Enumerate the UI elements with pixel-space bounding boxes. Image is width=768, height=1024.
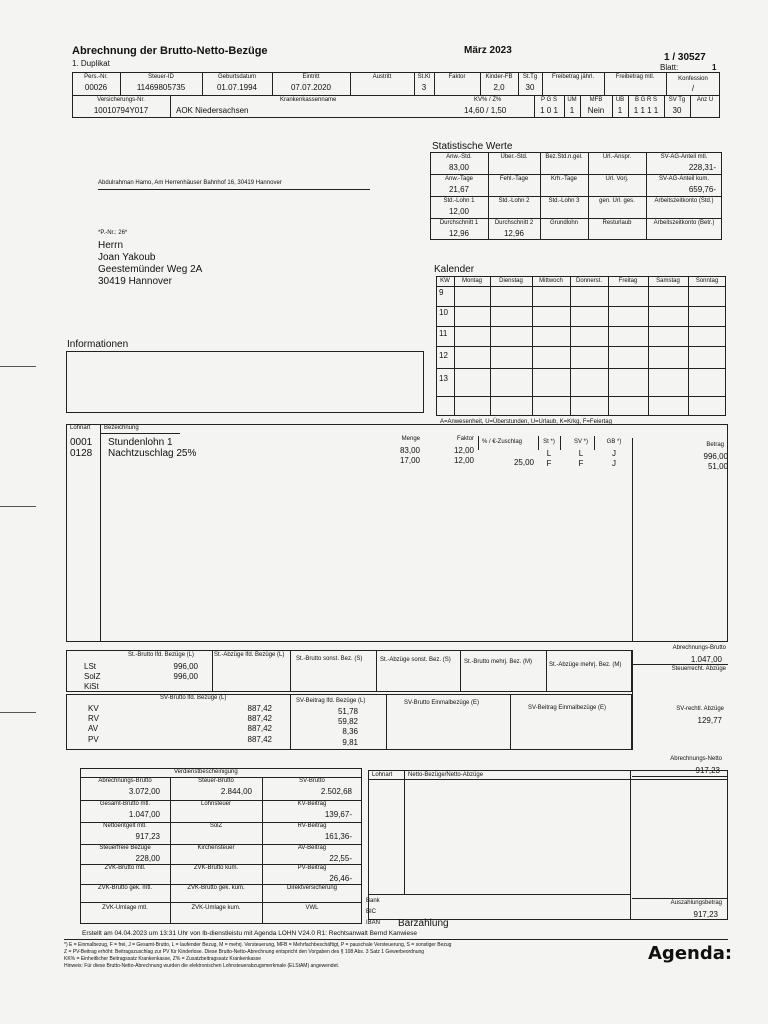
label-grundlohn: Grundlohn [549,220,579,226]
abrechnungs-brutto: 1.047,00 [690,655,722,664]
verdienst-label: Lohnsteuer [200,801,232,807]
created-line: Erstellt am 04.04.2023 um 13:31 Uhr von lb-dienstleistu mit Agenda LOHN V24.0 R1: Rechtsanwalt Bernd Kanwiese [82,930,417,937]
margin-mark [0,506,36,507]
verdienst-label: ZVK-Brutto kum. [193,865,239,871]
st-flag: L [546,449,552,458]
label-kinder-fb: Kinder-FB [485,74,513,80]
tax-label-kist: KiSt [84,682,99,691]
lohnart-name: Nachtzuschlag 25% [108,448,197,459]
verdienst-label: KV-Beitrag [297,801,327,807]
calendar-header-mittwoch: Mittwoch [539,278,563,284]
label-std-lohn3: Std.-Lohn 3 [548,198,580,204]
verdienst-label: PV-Beitrag [297,865,327,871]
gb-flag: J [612,459,616,468]
tax-value-lst: 996,00 [173,662,198,671]
sv-brutto-rv: 887,42 [247,714,272,723]
verdienst-value: 22,55- [329,854,352,863]
label-stkl: St.Kl [417,74,431,80]
label-freibetrag-mtl: Freibetrag mtl. [615,74,655,80]
personnel-number-ref: *P.-Nr.: 26* [98,230,128,236]
verdienst-label: SolZ [209,823,223,829]
netto-abzuege-label: Netto-Bezüge/Netto-Abzüge [408,772,484,778]
header-sv: SV *) [573,439,588,445]
calendar-week: 12 [439,351,448,360]
header-sv-brutto-einmal: SV-Brutto Einmalbezüge (E) [404,700,480,706]
label-anw-std: Anw.-Std. [446,154,472,160]
verdienst-label: RV-Beitrag [297,823,327,829]
verdienst-label: Steuer-Brutto [198,778,234,784]
label-fehl-tage: Fehl.-Tage [499,176,529,182]
sheet-number: 1 [712,63,717,72]
recipient-name: Joan Yakoub [98,252,156,263]
verdienst-label: Gesamt-Brutto mtl. [99,801,151,807]
kinder-fb: 2,0 [493,83,505,92]
sv-label-av: AV [88,724,99,733]
anw-std: 83,00 [448,163,470,172]
agenda-logo: Agenda: [648,943,733,964]
betrag: 996,00 [703,452,728,461]
footnote-4: Hinweis: Für diese Brutto-Netto-Abrechnung wurden die elektronischen Lohnsteuerabzugsmerkmale (ELStAM) angewendet. [64,963,340,969]
sv-beitrag-av: 8,36 [342,727,358,736]
header-st-brutto-mehrj: St.-Brutto mehrj. Bez. (M) [464,659,533,665]
sv-flag: F [578,459,584,468]
ds2: 12,96 [503,229,525,238]
bank-label: Bank [366,898,380,904]
label-st-tg: St.Tg [522,74,538,80]
calendar-header-donnerstag: Donnerst. [575,278,602,284]
label-konfession: Konfession [678,76,708,82]
label-sv-ag-mtl: SV-AG-Anteil mtl. [660,154,708,160]
sv-abzuege: 129,77 [697,716,722,725]
verdienst-label: Abrechnungs-Brutto [98,778,152,784]
konfession: / [691,84,695,93]
recipient-street: Geestemünder Weg 2A [98,264,203,275]
calendar-header-montag: Montag [461,278,482,284]
calendar-week: 9 [439,288,444,297]
verdienst-value: 139,67- [324,810,352,819]
sv-beitrag-kv: 51,78 [337,707,358,716]
verdienst-label: AV-Beitrag [297,845,327,851]
label-sv-tg: SV Tg [668,97,686,103]
verdienst-label: VWL [305,905,319,911]
menge: 83,00 [399,446,420,455]
label-ds2: Durchschnitt 2 [494,220,534,226]
header-st-abzuege-lfd: St.-Abzüge lfd. Bezüge (L) [214,652,285,658]
stkl: 3 [421,83,427,92]
sv-brutto-pv: 887,42 [247,735,272,744]
label-ds1: Durchschnitt 1 [439,220,479,226]
ds1: 12,96 [448,229,470,238]
label-url-vorj: Url. Vorj. [605,176,629,182]
st-tg: 30 [525,83,535,92]
header-st-brutto-lfd: St.-Brutto lfd. Bezüge (L) [128,652,195,658]
auszahlungsbetrag: 917,23 [693,910,718,919]
sheet-label: Blatt: [660,63,679,72]
verdienst-label: Steuerfreie Bezüge [99,845,151,851]
header-st-abzuege-sonst: St.-Abzüge sonst. Bez. (S) [380,657,451,663]
gb-flag: J [612,449,616,458]
label-krh-tage: Krh.-Tage [550,176,577,182]
label-faktor: Faktor [448,74,466,80]
header-bezeichnung: Bezeichnung [104,425,139,431]
anw-tage: 21,67 [448,185,470,194]
tax-label-solz: SolZ [84,672,101,681]
calendar-header-samstag: Samstag [656,278,680,284]
header-st: St *) [543,439,555,445]
header-sv-beitrag-einmal: SV-Beitrag Einmalbezüge (E) [528,705,607,711]
verdienst-value: 2.844,00 [220,787,252,796]
label-krankenkasse: Krankenkassenname [280,97,337,103]
kv-zv: 14,60 / 1,50 [464,106,507,115]
calendar-header-sonntag: Sonntag [695,278,719,284]
calendar-header-dienstag: Dienstag [499,278,523,284]
period: März 2023 [464,45,512,56]
label-austritt: Austritt [372,74,392,80]
stats-title: Statistische Werte [432,141,513,152]
auszahlung-label: Auszahlungsbetrag [670,900,722,906]
informationen-box [66,351,424,413]
footnote-2: Z = PV-Beitrag erhöht: Beitragszuschlag zur PV für Kinderlose. Diese Brutto-Netto-Abrechnung entspricht den Vorgaben des § 108 Abs. 3 Satz 1 Gewerbeordnung [64,949,425,955]
label-std-lohn2: Std.-Lohn 2 [498,198,530,204]
faktor: 12,00 [453,456,474,465]
sender-line: Abdulrahman Hamo, Am Herrenhäuser Bahnhof 16, 30419 Hannover [98,180,282,186]
recipient-salutation: Herrn [98,240,124,251]
informationen-label: Informationen [67,339,129,350]
std-lohn1: 12,00 [448,207,470,216]
header-sv-brutto-lfd: SV-Brutto lfd. Bezüge (L) [160,695,227,701]
label-ub: UB [615,97,625,103]
document-subtitle: 1. Duplikat [72,59,110,68]
label-pgs: P G S [541,97,557,103]
header-menge: Menge [401,436,420,442]
calendar-header-kw: KW [440,278,450,284]
footnote-3: KK% = Einheitlicher Beitragssatz Krankenkasse, Z% = Zusatzbeitragssatz Krankenkasse [64,956,262,962]
betrag: 51,00 [707,462,728,471]
verdienst-value: 228,00 [135,854,160,863]
label-resturlaub: Resturlaub [602,220,632,226]
verdienst-label: Kirchensteuer [197,845,235,851]
verdienst-label: ZVK-Umlage kum. [191,905,241,911]
sv-label-kv: KV [88,704,99,713]
footnote-1: *) E = Einmalbezug, F = frei, J = Gesamt-Brutto, L = laufender Bezug, M = mehrj. Versteuerung, MFB = Mehrfachbeschäftigt, P = pauschale Versteuerung, S = sonstiger Bezug [64,942,452,948]
netto-label: Abrechnungs-Netto [670,756,722,762]
um: 1 [569,106,575,115]
label-eintritt: Eintritt [302,74,320,80]
header-lohnart: Lohnart [70,425,91,431]
header-gb: GB *) [606,439,622,445]
sv-brutto-av: 887,42 [247,724,272,733]
label-steuer-id: Steuer-ID [148,74,174,80]
faktor: 12,00 [453,446,474,455]
label-versicherungs-nr: Versicherungs-Nr. [97,97,145,103]
verdienst-value: 2.502,68 [320,787,352,796]
calendar-week: 13 [439,374,448,383]
sv-brutto-kv: 887,42 [247,704,272,713]
verdienst-label: Direktversicherung [286,885,338,891]
label-anz-u: Anz U [696,97,714,103]
label-url-anspr: Url.-Anspr. [602,154,632,160]
tax-label-lst: LSt [84,662,97,671]
sv-label-rv: RV [88,714,99,723]
label-mfb: MFB [589,97,603,103]
verdienst-label: ZVK-Brutto gek. kum. [187,885,245,891]
lohnart-name: Stundenlohn 1 [108,437,173,448]
verdienst-label: ZVK-Brutto mtl. [104,865,146,871]
sv-flag: L [578,449,584,458]
payment-method: Barzahlung [398,918,449,929]
header-zuschlag: % / €-Zuschlag [482,439,523,445]
iban-label: IBAN [366,920,381,926]
lohnart-code: 0001 [70,437,93,448]
abrechnungs-netto: 917,23 [695,766,720,775]
calendar-title: Kalender [434,264,475,275]
label-bgrs: B G R S [634,97,657,103]
versicherungs-nr: 10010794Y017 [93,106,149,115]
calendar-week: 11 [439,329,448,338]
verdienst-value: 161,36- [324,832,352,841]
calendar-week: 10 [439,308,448,317]
bic-label: BIC [366,909,377,915]
verdienst-title: Verdienstbescheinigung [174,769,238,775]
header-sv-beitrag-lfd: SV-Beitrag lfd. Bezüge (L) [296,698,366,704]
label-pers-nr: Pers.-Nr. [84,74,108,80]
margin-mark [0,712,36,713]
sv-label-pv: PV [88,735,99,744]
document-title: Abrechnung der Brutto-Netto-Bezüge [72,45,268,57]
verdienst-label: SV-Brutto [299,778,325,784]
steuerrecht-label: Steuerrecht. Abzüge [671,666,726,672]
sv-ag-mtl: 228,31- [688,163,716,172]
sv-beitrag-rv: 59,82 [337,717,358,726]
krankenkasse: AOK Niedersachsen [176,106,249,115]
label-az-betr: Arbeitszeitkonto (Betr.) [653,220,715,226]
steuer-id: 11469805735 [136,83,186,92]
pers-nr: 00026 [84,83,108,92]
lohnart-code: 0128 [70,448,93,459]
calendar-legend: A=Anwesenheit, U=Überstunden, U=Urlaub, K=Krkg, F=Feiertag [440,419,612,425]
bgrs: 1 1 1 1 [633,106,659,115]
tax-value-solz: 996,00 [173,672,198,681]
header-faktor: Faktor [456,436,474,442]
verdienst-label: ZVK-Brutto gek. mtl. [97,885,152,891]
recipient-city: 30419 Hannover [98,276,172,287]
geburtsdatum: 01.07.1994 [216,83,258,92]
label-gen-url: gen. Url. ges. [599,198,635,204]
header-betrag: Betrag [706,442,724,448]
zuschlag: 25,00 [513,458,534,467]
brutto-label: Abrechnungs-Brutto [672,645,726,651]
margin-mark [0,366,36,367]
netto-lohnart-label: Lohnart [372,772,393,778]
pgs: 1 0 1 [540,106,558,115]
header-st-abzuege-mehrj: St.-Abzüge mehrj. Bez. (M) [549,662,622,668]
verdienst-label: ZVK-Umlage mtl. [102,905,148,911]
label-ueber-std: Über.-Std. [500,154,528,160]
label-bez-std: Bez.Std.n.gel. [545,154,583,160]
sv-abz-label: SV-rechtl. Abzüge [676,706,724,712]
header-st-brutto-sonst: St.-Brutto sonst. Bez. (S) [296,656,363,662]
verdienst-label: Nettoentgelt mtl. [103,823,147,829]
label-kv-zv: KV% / Z% [474,97,502,103]
label-freibetrag-jaehrl: Freibetrag jährl. [551,74,595,80]
label-std-lohn1: Std.-Lohn 1 [443,198,475,204]
label-anw-tage: Anw.-Tage [444,176,474,182]
label-um: UM [567,97,577,103]
calendar-header-freitag: Freitag [618,278,638,284]
sv-ag-kum: 659,76- [688,185,716,194]
verdienst-value: 26,46- [329,874,352,883]
label-sv-ag-kum: SV-AG-Anteil kum. [658,176,709,182]
verdienst-value: 3.072,00 [128,787,160,796]
label-geburtsdatum: Geburtsdatum [217,74,257,80]
label-az-std: Arbeitszeitkonto (Std.) [654,198,714,204]
st-flag: F [546,459,552,468]
sv-tg: 30 [672,106,682,115]
menge: 17,00 [399,456,420,465]
sv-beitrag-pv: 9,81 [342,738,358,747]
eintritt: 07.07.2020 [290,83,332,92]
verdienst-value: 1.047,00 [128,810,160,819]
mfb: Nein [587,106,605,115]
verdienst-value: 917,23 [135,832,160,841]
document-number: 1 / 30527 [664,52,706,63]
ub: 1 [617,106,623,115]
